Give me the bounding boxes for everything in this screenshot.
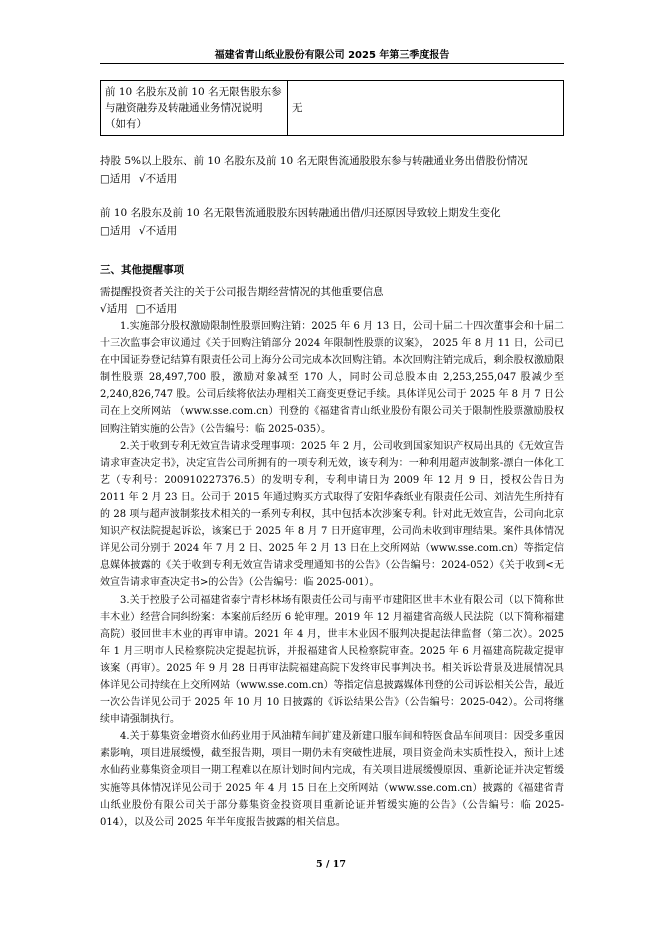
section-intro: 需提醒投资者关注的关于公司报告期经营情况的其他重要信息: [100, 286, 384, 298]
shareholder-info-table: [100, 80, 564, 136]
option-not-applicable: √不适用: [138, 173, 178, 185]
matters-body: [100, 318, 564, 831]
option-not-applicable: √不适用: [138, 225, 178, 237]
section-options: [100, 301, 185, 317]
option-applicable: □适用: [100, 173, 131, 185]
lending-shares-options: [100, 171, 185, 187]
option-not-applicable: □不适用: [135, 303, 178, 315]
option-applicable: □适用: [100, 225, 131, 237]
table-key-cell: 前 10 名股东及前 10 名无限售股东参与融资融券及转融通业务情况说明（如有）: [101, 81, 288, 136]
change-heading: 前 10 名股东及前 10 名无限售流通股股东因转融通出借/归还原因导致较上期发生变化: [100, 207, 501, 219]
paragraph-2: 2.关于收到专利无效宣告请求受理事项：2025 年 2 月，公司收到国家知识产权局出具的《无效宣告请求审查决定书》，决定宣告公司所拥有的一项专利无效，该专利为：一种利用超声波制浆-漂白一体化工艺（专利号：200910227376.5）的发明专利，专利申请日为 2009 年 12 月 9 日，授权公告日为 2011 年 2 月 23 日。公司于 2015 年通过购买方式取得了安阳华森纸业有限责任公司、刘洁先生所持有的 28 项与超声波制浆技术相关的一系列专利权，其中包括本次涉案专利。针对此无效宣告，公司向北京知识产权法院提起诉讼，该案已于 2025 年 8 月 7 日开庭审理，公司尚未收到审理结果。案件具体情况详见公司分别于 2024 年 7 月 2 日、2025 年 2 月 13 日在上交所网站（www.sse.com.cn）等指定信息媒体披露的《关于收到专利无效宣告请求受理通知书的公告》（公告编号：2024-052）《关于收到<无效宣告请求审查决定书>的公告》（公告编号：临 2025-001）。: [100, 440, 564, 589]
change-options: [100, 223, 185, 239]
paragraph-1: 1.实施部分股权激励限制性股票回购注销：2025 年 6 月 13 日，公司十届二十四次董事会和十届二十三次监事会审议通过《关于回购注销部分 2024 年限制性股票的议案》， 2025 年 8 月 11 日，公司已在中国证券登记结算有限责任公司上海分公司完成本次回购注销。本次回购注销完成后，剩余股权激励限制性股票 28,497,700 股，激励对象减至 170 人，同时公司总股本由 2,253,255,047 股减少至 2,240,826,747 股。公司后续将依法办理相关工商变更登记手续。具体详见公司于 2025 年 8 月 7 日公司在上交所网站 （www.sse.com.cn）刊登的《福建省青山纸业股份有限公司关于限制性股票激励股权回购注销实施的公告》（公告编号：临 2025-035）。: [100, 321, 564, 435]
page-number: 5 / 17: [316, 859, 346, 870]
section-title: 三、其他提醒事项: [100, 264, 184, 276]
option-applicable: √适用: [100, 303, 128, 315]
paragraph-3: 3.关于控股子公司福建省泰宁青杉林场有限责任公司与南平市建阳区世丰木业有限公司（以下简称世丰木业）经营合同纠纷案：本案前后经历 6 轮审理。2019 年 12 月福建省高级人民法院（以下简称福建高院）驳回世丰木业的再审申请。2021 年 4 月，世丰木业因不服判决提起法律监督（第二次）。2025 年 1 月三明市人民检察院决定提起抗诉，并报福建省人民检察院审查。2025 年 6 月福建高院裁定提审该案（再审）。2025 年 9 月 28 日再审法院福建高院下发终审民事判决书。相关诉讼背景及进展情况具体详见公司持续在上交所网站（www.sse.com.cn）等指定信息披露媒体刊登的公司诉讼相关公告，最近一次公告详见公司于 2025 年 10 月 10 日披露的《诉讼结果公告》（公告编号：2025-042）。公司将继续申请强制执行。: [100, 594, 564, 726]
report-header: 福建省青山纸业股份有限公司 2025 年第三季度报告: [214, 50, 450, 61]
paragraph-4: 4.关于募集资金增资水仙药业用于风油精车间扩建及新建口服车间和特医食品车间项目：因受多重因素影响，项目进展缓慢，截至报告期，项目一期仍未有突破性进展，项目资金尚未实质性投入，预计上述水仙药业募集资金项目一期工程难以在原计划时间内完成，有关项目进展缓慢原因、重新论证并决定暂缓实施等具体情况详见公司于 2025 年 4 月 15 日在上交所网站（www.sse.com.cn）披露的《福建省青山纸业股份有限公司关于部分募集资金投资项目重新论证并暂缓实施的公告》（公告编号：临 2025-014），以及公司 2025 年半年度报告披露的相关信息。: [100, 731, 564, 828]
lending-shares-heading: 持股 5%以上股东、前 10 名股东及前 10 名无限售流通股股东参与转融通业务出借股份情况: [100, 155, 528, 167]
header-divider: [100, 63, 564, 64]
table-value-cell: 无: [288, 81, 564, 136]
table-row: [101, 81, 564, 136]
